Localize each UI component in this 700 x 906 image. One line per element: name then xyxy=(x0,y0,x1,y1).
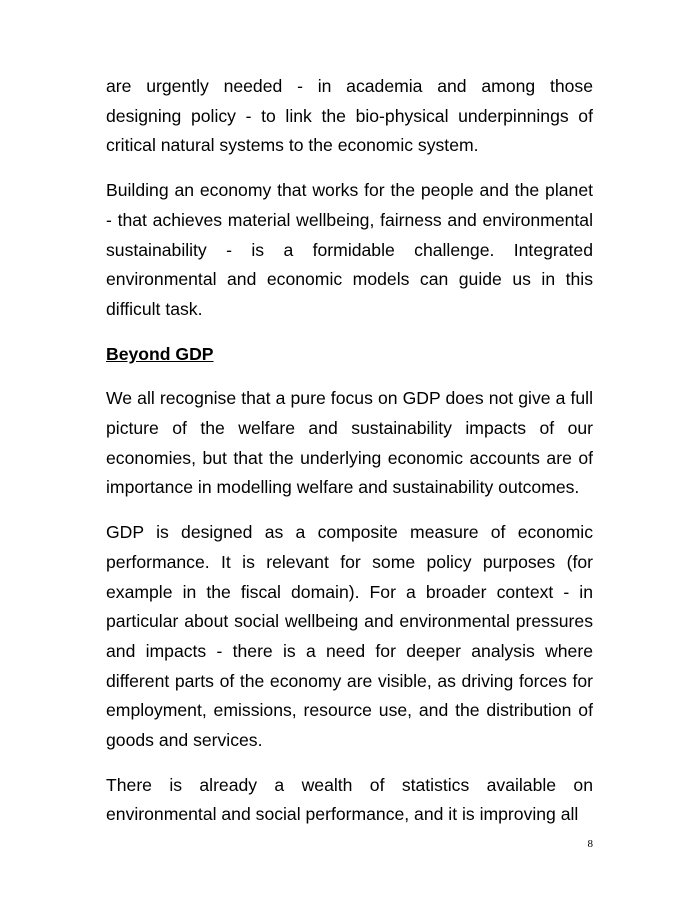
paragraph-building-economy: Building an economy that works for the people and the planet - that achieves material wellbeing, fairness and environmental sustainability - is a formidable challenge. Integrated environmental and economic models can guide us in this difficult task. xyxy=(106,180,593,319)
paragraph-continuation: are urgently needed - in academia and among those designing policy - to link the bio-physical underpinnings of critical natural systems to the economic system. xyxy=(106,76,593,156)
paragraph-wealth-statistics: There is already a wealth of statistics available on environmental and social performance, and it is improving all xyxy=(106,774,593,825)
paragraph-gdp-design: GDP is designed as a composite measure of economic performance. It is relevant for some policy purposes (for example in the fiscal domain). For a broader context - in particular about social wellbeing and environmental pressures and impacts - there is a need for deeper analysis where different parts of the economy are visible, as driving forces for employment, emissions, resource use, and the distribution of goods and services. xyxy=(106,522,593,751)
section-heading: Beyond GDP xyxy=(106,343,214,364)
page-body xyxy=(106,72,593,845)
page-number: 8 xyxy=(587,838,593,850)
paragraph-gdp-focus: We all recognise that a pure focus on GDP does not give a full picture of the welfare and sustainability impacts of our economies, but that the underlying economic accounts are of importance in modelling welfare and sustainability outcomes. xyxy=(106,388,593,498)
